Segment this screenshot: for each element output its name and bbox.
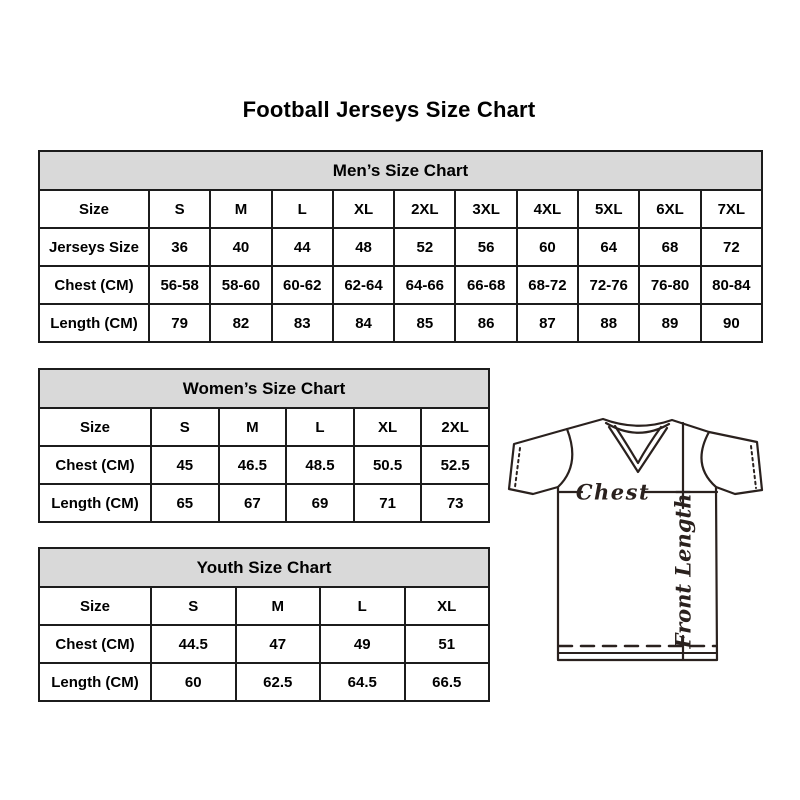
- row-label-cell: Length (CM): [39, 304, 149, 342]
- table-row: [39, 228, 762, 266]
- value-cell: XL: [405, 587, 490, 625]
- table-row: [39, 266, 762, 304]
- chest-measure-label: Chest: [575, 479, 651, 505]
- table-row: [39, 408, 489, 446]
- value-cell: 62-64: [333, 266, 394, 304]
- value-cell: S: [149, 190, 210, 228]
- value-cell: 85: [394, 304, 455, 342]
- row-label-cell: Size: [39, 587, 151, 625]
- value-cell: 89: [639, 304, 700, 342]
- value-cell: 62.5: [236, 663, 321, 701]
- row-label-cell: Length (CM): [39, 484, 151, 522]
- table-row: [39, 625, 489, 663]
- value-cell: 47: [236, 625, 321, 663]
- value-cell: 40: [210, 228, 271, 266]
- value-cell: 46.5: [219, 446, 287, 484]
- row-label-cell: Size: [39, 190, 149, 228]
- value-cell: 67: [219, 484, 287, 522]
- value-cell: XL: [354, 408, 422, 446]
- row-label-cell: Chest (CM): [39, 625, 151, 663]
- value-cell: 45: [151, 446, 219, 484]
- value-cell: 76-80: [639, 266, 700, 304]
- value-cell: M: [236, 587, 321, 625]
- row-label-cell: Jerseys Size: [39, 228, 149, 266]
- value-cell: 83: [272, 304, 333, 342]
- value-cell: 90: [701, 304, 762, 342]
- value-cell: 4XL: [517, 190, 578, 228]
- page-title: Football Jerseys Size Chart: [242, 97, 536, 122]
- value-cell: 52: [394, 228, 455, 266]
- row-label-cell: Length (CM): [39, 663, 151, 701]
- value-cell: 66.5: [405, 663, 490, 701]
- jersey-measurement-diagram: [505, 398, 767, 672]
- value-cell: 44: [272, 228, 333, 266]
- value-cell: 6XL: [639, 190, 700, 228]
- table-row: [39, 663, 489, 701]
- womens-size-table: [38, 368, 490, 523]
- value-cell: L: [272, 190, 333, 228]
- youth-size-table: [38, 547, 490, 702]
- value-cell: 66-68: [455, 266, 516, 304]
- table-row: [39, 304, 762, 342]
- value-cell: 72: [701, 228, 762, 266]
- value-cell: L: [320, 587, 405, 625]
- value-cell: 2XL: [421, 408, 489, 446]
- mens-size-table: [38, 150, 763, 343]
- table-section-title: Youth Size Chart: [39, 548, 489, 587]
- value-cell: 58-60: [210, 266, 271, 304]
- table-section-title: Men’s Size Chart: [39, 151, 762, 190]
- value-cell: 64.5: [320, 663, 405, 701]
- value-cell: M: [210, 190, 271, 228]
- front-length-measure-label: Front Length: [670, 493, 696, 649]
- value-cell: 50.5: [354, 446, 422, 484]
- value-cell: 48: [333, 228, 394, 266]
- table-header-row: [39, 548, 489, 587]
- value-cell: M: [219, 408, 287, 446]
- value-cell: 84: [333, 304, 394, 342]
- value-cell: 87: [517, 304, 578, 342]
- table-header-row: [39, 151, 762, 190]
- value-cell: 68: [639, 228, 700, 266]
- value-cell: 64-66: [394, 266, 455, 304]
- value-cell: 60: [151, 663, 236, 701]
- value-cell: 2XL: [394, 190, 455, 228]
- value-cell: 52.5: [421, 446, 489, 484]
- value-cell: 88: [578, 304, 639, 342]
- value-cell: 3XL: [455, 190, 516, 228]
- value-cell: 48.5: [286, 446, 354, 484]
- value-cell: 86: [455, 304, 516, 342]
- row-label-cell: Chest (CM): [39, 266, 149, 304]
- value-cell: 49: [320, 625, 405, 663]
- row-label-cell: Size: [39, 408, 151, 446]
- table-row: [39, 587, 489, 625]
- value-cell: 60-62: [272, 266, 333, 304]
- value-cell: 82: [210, 304, 271, 342]
- value-cell: 36: [149, 228, 210, 266]
- value-cell: 60: [517, 228, 578, 266]
- table-row: [39, 446, 489, 484]
- value-cell: 69: [286, 484, 354, 522]
- value-cell: 80-84: [701, 266, 762, 304]
- value-cell: 44.5: [151, 625, 236, 663]
- value-cell: 73: [421, 484, 489, 522]
- value-cell: S: [151, 587, 236, 625]
- table-header-row: [39, 369, 489, 408]
- value-cell: 65: [151, 484, 219, 522]
- value-cell: 56: [455, 228, 516, 266]
- value-cell: XL: [333, 190, 394, 228]
- value-cell: 68-72: [517, 266, 578, 304]
- value-cell: 79: [149, 304, 210, 342]
- value-cell: S: [151, 408, 219, 446]
- value-cell: 7XL: [701, 190, 762, 228]
- table-row: [39, 484, 489, 522]
- table-section-title: Women’s Size Chart: [39, 369, 489, 408]
- value-cell: 64: [578, 228, 639, 266]
- right-sleeve-outline: [709, 432, 762, 494]
- table-row: [39, 190, 762, 228]
- value-cell: 56-58: [149, 266, 210, 304]
- value-cell: 72-76: [578, 266, 639, 304]
- value-cell: L: [286, 408, 354, 446]
- value-cell: 5XL: [578, 190, 639, 228]
- row-label-cell: Chest (CM): [39, 446, 151, 484]
- value-cell: 51: [405, 625, 490, 663]
- value-cell: 71: [354, 484, 422, 522]
